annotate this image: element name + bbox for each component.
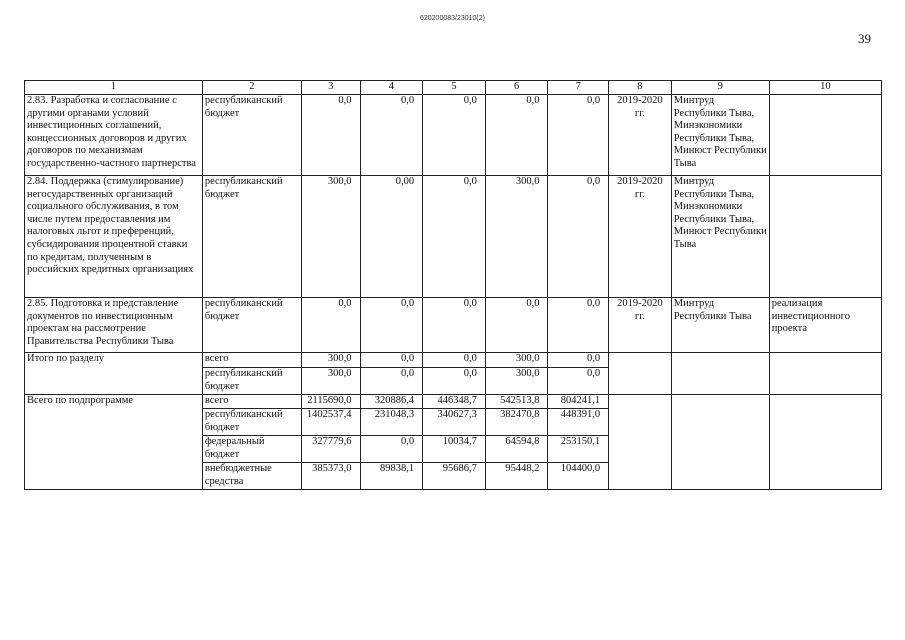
responsible-cell: Минтруд Республики Тыва, Минэкономики Республики Тыва, Минюст Республики Тыва xyxy=(671,176,769,298)
value-cell: 448391,0 xyxy=(548,409,609,436)
value-cell: 0,0 xyxy=(548,298,609,353)
value-cell: 2115690,0 xyxy=(301,395,360,409)
value-cell: 327779,6 xyxy=(301,436,360,463)
value-cell: 1402537,4 xyxy=(301,409,360,436)
funding-source-cell: всего xyxy=(202,353,301,368)
activity-cell: 2.83. Разработка и согласование с другими органами условий инвестиционных соглашений, концессионных договоров и других договоров по механизмам государственно-частного партнерства xyxy=(25,95,203,176)
value-cell: 0,0 xyxy=(360,368,423,395)
funding-source-cell: республиканский бюджет xyxy=(202,298,301,353)
funding-source-cell: всего xyxy=(202,395,301,409)
empty-cell xyxy=(609,395,672,490)
section-total-row xyxy=(25,353,882,368)
value-cell: 10034,7 xyxy=(423,436,486,463)
empty-cell xyxy=(671,353,769,395)
funding-source-cell: республиканский бюджет xyxy=(202,95,301,176)
empty-cell xyxy=(769,395,881,490)
value-cell: 0,0 xyxy=(360,353,423,368)
value-cell: 0,0 xyxy=(548,95,609,176)
value-cell: 0,0 xyxy=(360,95,423,176)
responsible-cell: Минтруд Республики Тыва xyxy=(671,298,769,353)
column-header: 2 xyxy=(202,81,301,95)
empty-cell xyxy=(769,353,881,395)
value-cell: 300,0 xyxy=(485,353,548,368)
value-cell: 382470,8 xyxy=(485,409,548,436)
value-cell: 0,0 xyxy=(548,176,609,298)
value-cell: 0,0 xyxy=(423,95,486,176)
value-cell: 300,0 xyxy=(301,176,360,298)
result-cell xyxy=(769,176,881,298)
activity-cell: 2.85. Подготовка и представление документов по инвестиционным проектам на рассмотрение Правительства Республики Тыва xyxy=(25,298,203,353)
table-row xyxy=(25,95,882,176)
program-total-row xyxy=(25,395,882,409)
value-cell: 0,0 xyxy=(423,298,486,353)
result-cell xyxy=(769,95,881,176)
value-cell: 0,0 xyxy=(423,353,486,368)
value-cell: 0,0 xyxy=(423,176,486,298)
value-cell: 300,0 xyxy=(301,353,360,368)
funding-source-cell: республиканский бюджет xyxy=(202,368,301,395)
period-cell: 2019-2020 гг. xyxy=(609,298,672,353)
empty-cell xyxy=(671,395,769,490)
funding-source-cell: республиканский бюджет xyxy=(202,409,301,436)
value-cell: 804241,1 xyxy=(548,395,609,409)
funding-source-cell: республиканский бюджет xyxy=(202,176,301,298)
value-cell: 95686,7 xyxy=(423,463,486,490)
column-header: 8 xyxy=(609,81,672,95)
value-cell: 0,0 xyxy=(301,298,360,353)
value-cell: 446348,7 xyxy=(423,395,486,409)
value-cell: 542513,8 xyxy=(485,395,548,409)
period-cell: 2019-2020 гг. xyxy=(609,95,672,176)
program-total-label: Всего по подпрограмме xyxy=(25,395,203,490)
value-cell: 0,0 xyxy=(301,95,360,176)
page-number: 39 xyxy=(858,31,871,46)
column-header: 7 xyxy=(548,81,609,95)
value-cell: 0,0 xyxy=(548,353,609,368)
value-cell: 253150,1 xyxy=(548,436,609,463)
value-cell: 300,0 xyxy=(301,368,360,395)
period-cell: 2019-2020 гг. xyxy=(609,176,672,298)
value-cell: 0,0 xyxy=(485,298,548,353)
column-header: 10 xyxy=(769,81,881,95)
value-cell: 0,0 xyxy=(360,298,423,353)
value-cell: 95448,2 xyxy=(485,463,548,490)
empty-cell xyxy=(609,353,672,395)
section-total-label: Итого по разделу xyxy=(25,353,203,395)
value-cell: 104400,0 xyxy=(548,463,609,490)
value-cell: 89838,1 xyxy=(360,463,423,490)
program-table xyxy=(24,80,882,490)
value-cell: 231048,3 xyxy=(360,409,423,436)
table-row xyxy=(25,176,882,298)
header-row xyxy=(25,81,882,95)
column-header: 9 xyxy=(671,81,769,95)
responsible-cell: Минтруд Республики Тыва, Минэкономики Республики Тыва, Минюст Республики Тыва xyxy=(671,95,769,176)
column-header: 3 xyxy=(301,81,360,95)
funding-source-cell: федеральный бюджет xyxy=(202,436,301,463)
result-cell: реализация инвестиционного проекта xyxy=(769,298,881,353)
column-header: 5 xyxy=(423,81,486,95)
value-cell: 0,00 xyxy=(360,176,423,298)
value-cell: 300,0 xyxy=(485,176,548,298)
column-header: 4 xyxy=(360,81,423,95)
value-cell: 340627,3 xyxy=(423,409,486,436)
value-cell: 0,0 xyxy=(485,95,548,176)
value-cell: 320886,4 xyxy=(360,395,423,409)
funding-source-cell: внебюджетные средства xyxy=(202,463,301,490)
table-row xyxy=(25,298,882,353)
value-cell: 0,0 xyxy=(548,368,609,395)
value-cell: 300,0 xyxy=(485,368,548,395)
value-cell: 64594,8 xyxy=(485,436,548,463)
value-cell: 385373,0 xyxy=(301,463,360,490)
column-header: 1 xyxy=(25,81,203,95)
activity-cell: 2.84. Поддержка (стимулирование) негосударственных организаций социального обслуживания, в том числе путем предоставления им налоговых льгот и преференций, субсидирования процентной ставки по кредитам, полученным в российских кредитных организациях xyxy=(25,176,203,298)
value-cell: 0,0 xyxy=(360,436,423,463)
value-cell: 0,0 xyxy=(423,368,486,395)
column-header: 6 xyxy=(485,81,548,95)
document-id: 620200083/23010(2) xyxy=(419,15,485,22)
